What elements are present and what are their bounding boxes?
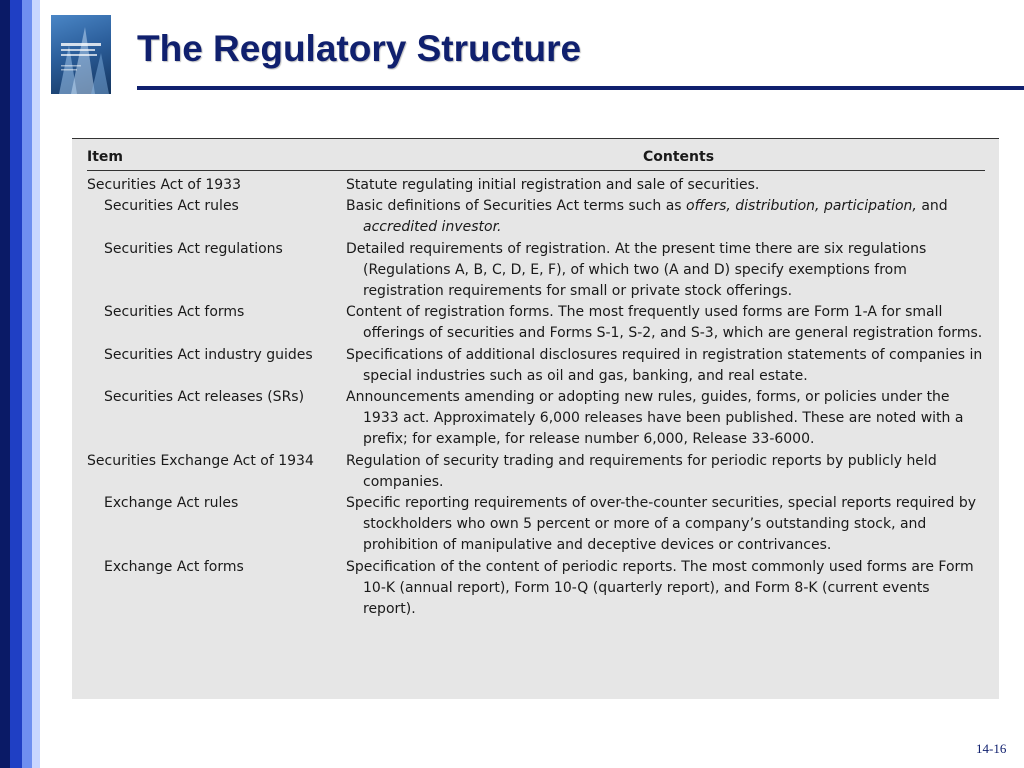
- row-item: Exchange Act forms: [104, 558, 244, 575]
- row-contents: Detailed requirements of registration. At the present time there are six regulations (Regulations A, B, C, D, E, F), of which two (A and D) specify exemptions from registration requirements for small or private stock offerings.: [346, 240, 927, 300]
- table-row: [87, 387, 985, 451]
- row-item: Securities Act rules: [104, 198, 239, 215]
- table-row: [87, 557, 985, 621]
- row-contents: Statute regulating initial registration and sale of securities.: [346, 177, 760, 193]
- table-row: [87, 451, 985, 493]
- row-contents: Regulation of security trading and requirements for periodic reports by publicly held companies.: [346, 452, 937, 490]
- table-row: [87, 345, 985, 387]
- title-underline: [137, 86, 1024, 90]
- table-header: [87, 147, 985, 171]
- book-cover-icon: [51, 15, 111, 94]
- table-row: [87, 196, 985, 238]
- row-contents: Specific reporting requirements of over-the-counter securities, special reports required by stockholders who own 5 percent or more of a company’s outstanding stock, and prohibition of manipulative and deceptive devices or contrivances.: [346, 495, 976, 554]
- decor-bar-blue: [10, 0, 22, 768]
- table-row: [87, 175, 985, 196]
- slide-title: The Regulatory Structure: [137, 28, 582, 69]
- row-contents-text: and: [916, 198, 948, 215]
- row-item: Securities Act of 1933: [87, 177, 241, 193]
- table-row: [87, 302, 985, 344]
- row-item: Securities Act regulations: [104, 240, 283, 257]
- row-item: Exchange Act rules: [104, 495, 239, 512]
- row-item: Securities Act industry guides: [104, 346, 313, 363]
- row-contents-text: Basic definitions of Securities Act terms such as: [346, 198, 687, 215]
- row-contents: [346, 196, 985, 238]
- row-contents: Specification of the content of periodic reports. The most commonly used forms are Form 10-K (annual report), Form 10-Q (quarterly report), and Form 8-K (current events report).: [346, 558, 974, 618]
- row-contents: Announcements amending or adopting new rules, guides, forms, or policies under the 1933 act. Approximately 6,000 releases have been published. These are noted with a prefix; for example, for release number 6,000, Release 33-6000.: [346, 389, 964, 448]
- header-item: Item: [87, 149, 123, 165]
- row-contents: Specifications of additional disclosures required in registration statements of companies in special industries such as oil and gas, banking, and real estate.: [346, 346, 983, 384]
- table-body: [87, 175, 985, 620]
- header-contents: Contents: [643, 149, 715, 165]
- row-contents-italic: accredited investor.: [363, 219, 502, 236]
- row-contents: Content of registration forms. The most frequently used forms are Form 1-A for small offerings of securities and Forms S-1, S-2, and S-3, which are general registration forms.: [346, 304, 983, 342]
- row-item: Securities Act forms: [104, 304, 245, 321]
- row-item: Securities Act releases (SRs): [104, 389, 305, 406]
- page-number: 14-16: [976, 741, 1007, 756]
- regulatory-table: [72, 138, 999, 699]
- row-contents-italic: offers, distribution, participation,: [686, 198, 917, 215]
- decor-bar-dark: [0, 0, 10, 768]
- decor-bar-pale: [32, 0, 40, 768]
- table-row: [87, 239, 985, 303]
- table-row: [87, 493, 985, 557]
- row-item: Securities Exchange Act of 1934: [87, 452, 314, 469]
- decor-bar-light: [22, 0, 32, 768]
